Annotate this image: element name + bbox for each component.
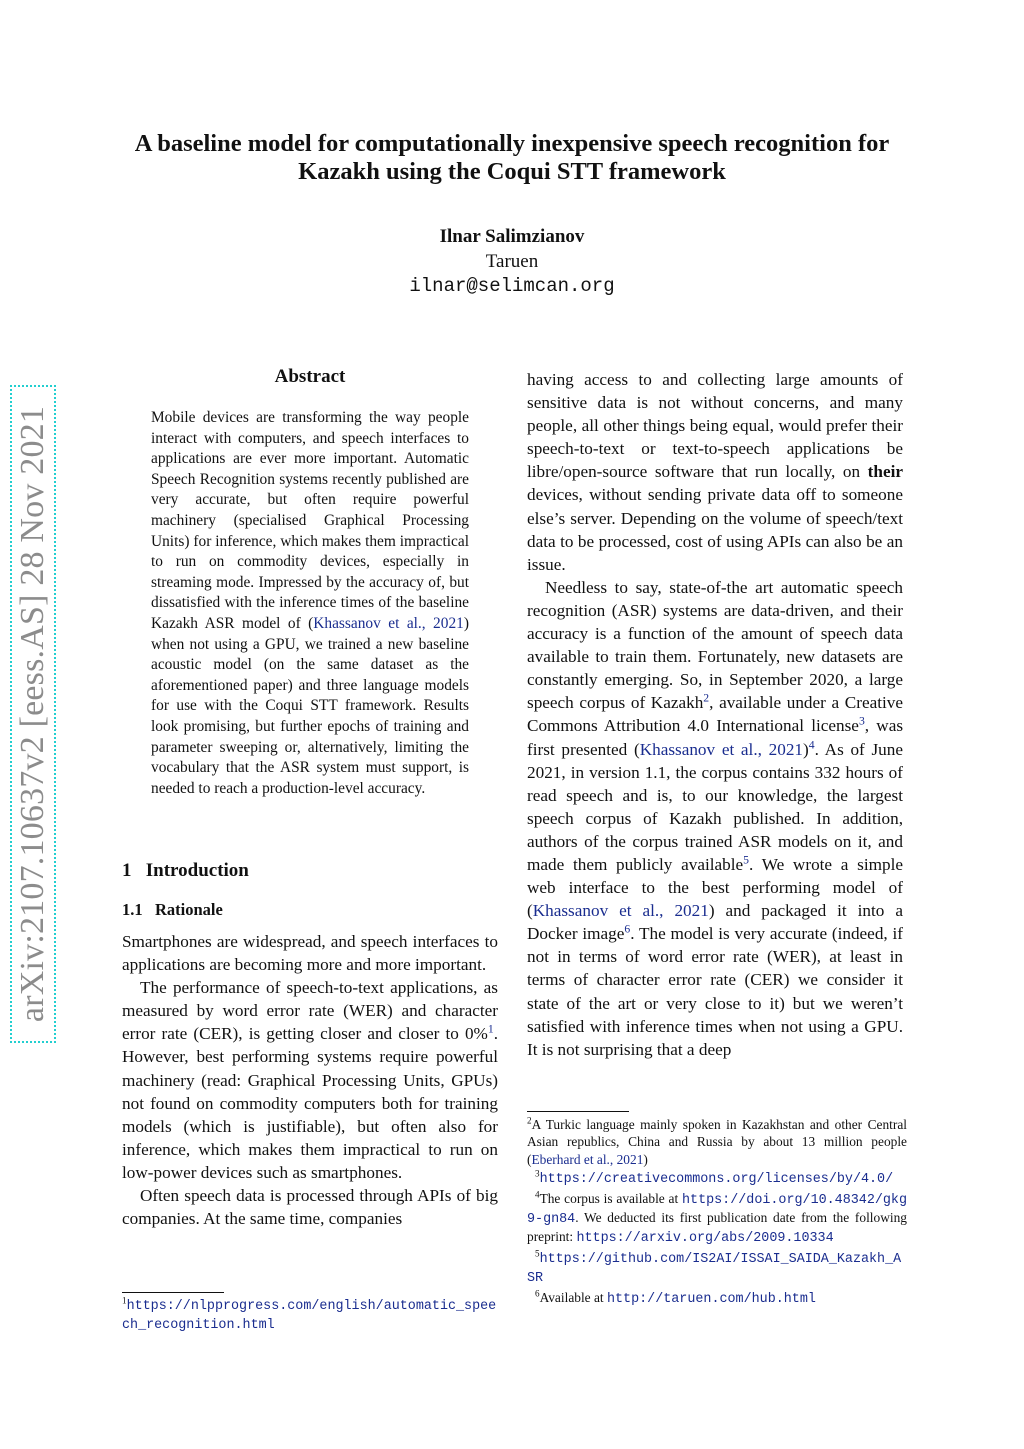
citation-link[interactable]: Khassanov et al., 2021 <box>313 614 464 632</box>
footnote-marker[interactable]: 5 <box>743 853 749 867</box>
abstract-body: Mobile devices are transforming the way people interact with computers, and speech interfaces to applications are ever more important. Automatic Speech Recognition systems recently published are very accurate, but often require powerful machinery (specialised Graphical Processing Units) for inference, which makes them impractical to run on commodity devices, especially in streaming mode. Impressed by the accuracy of, but dissatisfied with the inference times of the baseline Kazakh ASR model of (Khassanov et al., 2021) when not using a GPU, we trained a new baseline acoustic model (on the same dataset as the aforementioned paper) and three language models for use with the Coqui STT framework. Results look promising, but further epochs of training and parameter sweeping or, alternatively, limiting the vocabulary that the ASR system must support, is needed to reach a production-level accuracy. <box>151 409 469 797</box>
paper-title: A baseline model for computationally inexpensive speech recognition for Kazakh using the Coqui STT framework <box>134 130 890 185</box>
footnote-url[interactable]: https://doi.org/10.48342/gkg9-gn84 <box>527 1192 907 1228</box>
paragraph: having access to and collecting large amounts of sensitive data is not without concerns, and many people, all other things being equal, would prefer their speech-to-text or text-to-speech applications be libre/open-source software that run locally, on their devices, without sending private data off to someone else’s server. Depending on the volume of speech/text data to be processed, cost of using APIs can also be an issue. <box>527 370 903 574</box>
author-name: Ilnar Salimzianov <box>439 226 585 247</box>
arxiv-identifier: arXiv:2107.10637v2 [eess.AS] 28 Nov 2021 <box>14 405 51 1023</box>
left-column-body <box>122 930 498 1230</box>
paragraph: Needless to say, state-of-the art automatic speech recognition (ASR) systems are data-driven, and their accuracy is a function of the amount of speech data available to train them. Fortunately, new datasets are constantly emerging. So, in September 2020, a large speech corpus of Kazakh$^2$, available under a Creative Commons Attribution 4.0 International license$^3$, was first presented (Khassanov et al., 2021)$^4$. As of June 2021, in version 1.1, the corpus contains 332 hours of read speech and is, to our knowledge, the largest speech corpus of Kazakh published. In addition, authors of the corpus trained ASR models on it, and made them publicly available$^5$. We wrote a simple web interface to the best performing model of (Khassanov et al., 2021) and packaged it into a Docker image$^6$. The model is very accurate (indeed, if not in terms of word error rate (WER), at least in terms of character error rate (CER) we consider it state of the art or very close to it) but we weren’t satisfied with inference times when not using a GPU. It is not surprising that a deep <box>527 577 904 1059</box>
footnote-rule <box>122 1292 224 1293</box>
author-affiliation: Taruen <box>485 251 539 272</box>
author-email: ilnar@selimcan.org <box>409 275 615 297</box>
footnote-url[interactable]: https://github.com/IS2AI/ISSAI_SAIDA_Kazakh_ASR <box>527 1251 902 1287</box>
citation-link[interactable]: Khassanov et al., 2021 <box>639 739 804 759</box>
footnote-url[interactable]: https://arxiv.org/abs/2009.10334 <box>576 1231 834 1247</box>
right-footnotes <box>527 1116 907 1309</box>
footnote-6: $^6$Available at http://taruen.com/hub.html <box>535 1288 816 1307</box>
footnote-marker[interactable]: 6 <box>624 922 631 936</box>
footnote-5: $^5$https://github.com/IS2AI/ISSAI_SAIDA_Kazakh_ASR <box>527 1248 902 1287</box>
footnote-marker[interactable]: 2 <box>703 691 710 705</box>
section-heading-introduction: 1 Introduction <box>122 860 249 881</box>
footnote-url[interactable]: https://nlpprogress.com/english/automatic_speech_recognition.html <box>122 1299 497 1334</box>
footnote-rule <box>527 1111 629 1112</box>
left-footnotes <box>122 1296 502 1336</box>
footnote-4: $^4$The corpus is available at https://doi.org/10.48342/gkg9-gn84. We deducted its first publication date from the following preprint: https://arxiv.org/abs/2009.10334 <box>527 1189 907 1247</box>
footnote-3: $^3$https://creativecommons.org/licenses/by/4.0/ <box>535 1168 894 1188</box>
footnote-marker[interactable]: 4 <box>808 737 815 751</box>
footnote-url[interactable]: http://taruen.com/hub.html <box>606 1291 816 1307</box>
citation-link[interactable]: Khassanov et al., 2021 <box>532 901 709 921</box>
footnote-2: $^2$A Turkic language mainly spoken in Kazakhstan and other Central Asian republics, China and Russia by about 13 million people (Eberhard et al., 2021) <box>527 1115 907 1167</box>
footnote-marker[interactable]: 1 <box>487 1022 494 1036</box>
footnote-url[interactable]: https://creativecommons.org/licenses/by/4.0/ <box>539 1172 894 1188</box>
footnote-marker[interactable]: 3 <box>858 714 865 728</box>
paragraph: Smartphones are widespread, and speech interfaces to applications are becoming more and more important. <box>122 932 498 975</box>
citation-link[interactable]: Eberhard et al., 2021 <box>531 1151 644 1167</box>
right-column-body <box>527 368 903 1061</box>
abstract-heading: Abstract <box>274 366 346 387</box>
arxiv-sidebar-stamp <box>10 385 56 1043</box>
footnote-1: $^1$https://nlpprogress.com/english/automatic_speech_recognition.html <box>122 1295 497 1334</box>
subsection-heading-rationale: 1.1 Rationale <box>122 900 223 919</box>
paragraph: The performance of speech-to-text applications, as measured by word error rate (WER) and character error rate (CER), is getting closer and closer to 0%$^1$. However, best performing systems require powerful machinery (read: Graphical Processing Units, GPUs) not found on commodity computers both for training models (which is justifiable), but often also for inference, which makes them impractical to run on low-power devices such as smartphones. <box>122 978 498 1182</box>
paragraph: Often speech data is processed through APIs of big companies. At the same time, companies <box>122 1186 498 1229</box>
